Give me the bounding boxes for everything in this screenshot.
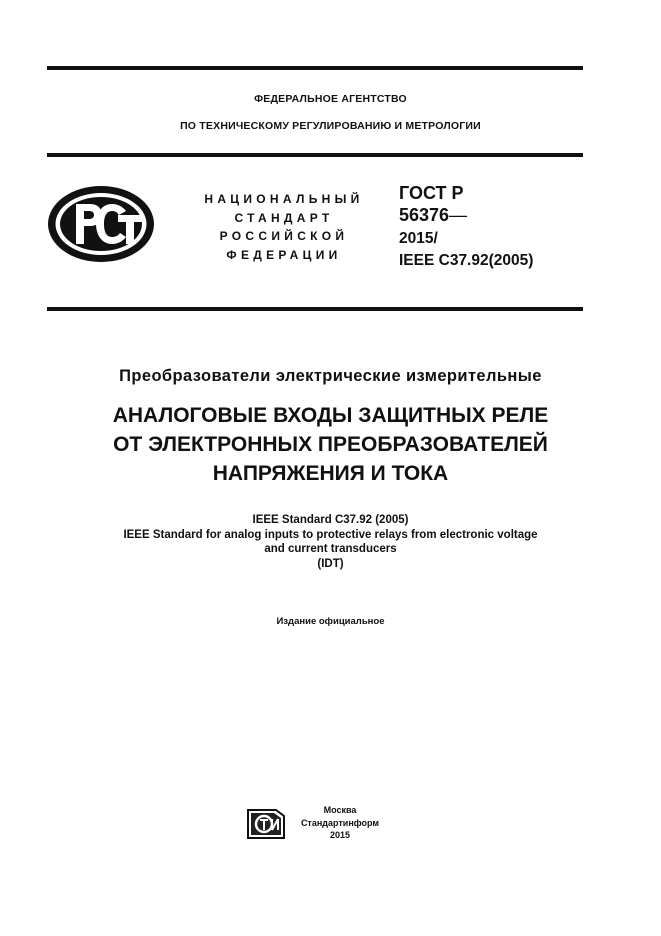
gost-line-1: ГОСТ Р bbox=[399, 183, 464, 203]
english-line-2: IEEE Standard for analog inputs to protective relays from electronic voltage bbox=[123, 528, 538, 541]
top-rule bbox=[47, 66, 583, 70]
english-line-3: and current transducers bbox=[264, 543, 397, 556]
official-edition-label: Издание официальное bbox=[276, 616, 385, 627]
publisher-year: 2015 bbox=[329, 830, 351, 840]
gost-line-2 bbox=[399, 204, 533, 226]
natstd-line-1: НАЦИОНАЛЬНЫЙ bbox=[204, 192, 364, 206]
gost-line-4: IEEE C37.92(2005) bbox=[399, 252, 534, 269]
gost-line-3: 2015/ bbox=[399, 230, 438, 247]
natstd-line-2: СТАНДАРТ bbox=[234, 210, 334, 225]
english-line-4: (IDT) bbox=[317, 557, 344, 570]
agency-line-2: ПО ТЕХНИЧЕСКОМУ РЕГУЛИРОВАНИЮ И МЕТРОЛОГИИ bbox=[180, 120, 481, 132]
standartinform-logo-icon bbox=[246, 806, 286, 840]
publisher-city: Москва bbox=[323, 805, 357, 815]
document-subtitle: Преобразователи электрические измерительные bbox=[119, 367, 542, 385]
rst-certification-mark-icon bbox=[46, 184, 156, 264]
document-title bbox=[0, 401, 661, 488]
english-line-1: IEEE Standard C37.92 (2005) bbox=[252, 514, 409, 526]
agency-line-1: ФЕДЕРАЛЬНОЕ АГЕНТСТВО bbox=[254, 93, 407, 105]
publisher-block bbox=[290, 804, 390, 842]
natstd-line-3: РОССИЙСКОЙ bbox=[219, 229, 349, 243]
natstd-line-4: ФЕДЕРАЦИИ bbox=[226, 247, 342, 262]
english-title bbox=[0, 513, 661, 571]
publisher-name: Стандартинформ bbox=[300, 817, 380, 828]
gost-number: 56376 bbox=[399, 205, 450, 225]
title-line-3: НАПРЯЖЕНИЯ И ТОКА bbox=[212, 462, 449, 485]
national-standard-label bbox=[196, 190, 372, 264]
title-line-2: ОТ ЭЛЕКТРОННЫХ ПРЕОБРАЗОВАТЕЛЕЙ bbox=[113, 433, 548, 456]
gost-dash: — bbox=[449, 205, 468, 225]
standard-bottom-rule bbox=[47, 307, 583, 311]
header-bottom-rule bbox=[47, 153, 583, 157]
title-line-1: АНАЛОГОВЫЕ ВХОДЫ ЗАЩИТНЫХ РЕЛЕ bbox=[112, 404, 549, 427]
standard-designation bbox=[399, 182, 533, 272]
